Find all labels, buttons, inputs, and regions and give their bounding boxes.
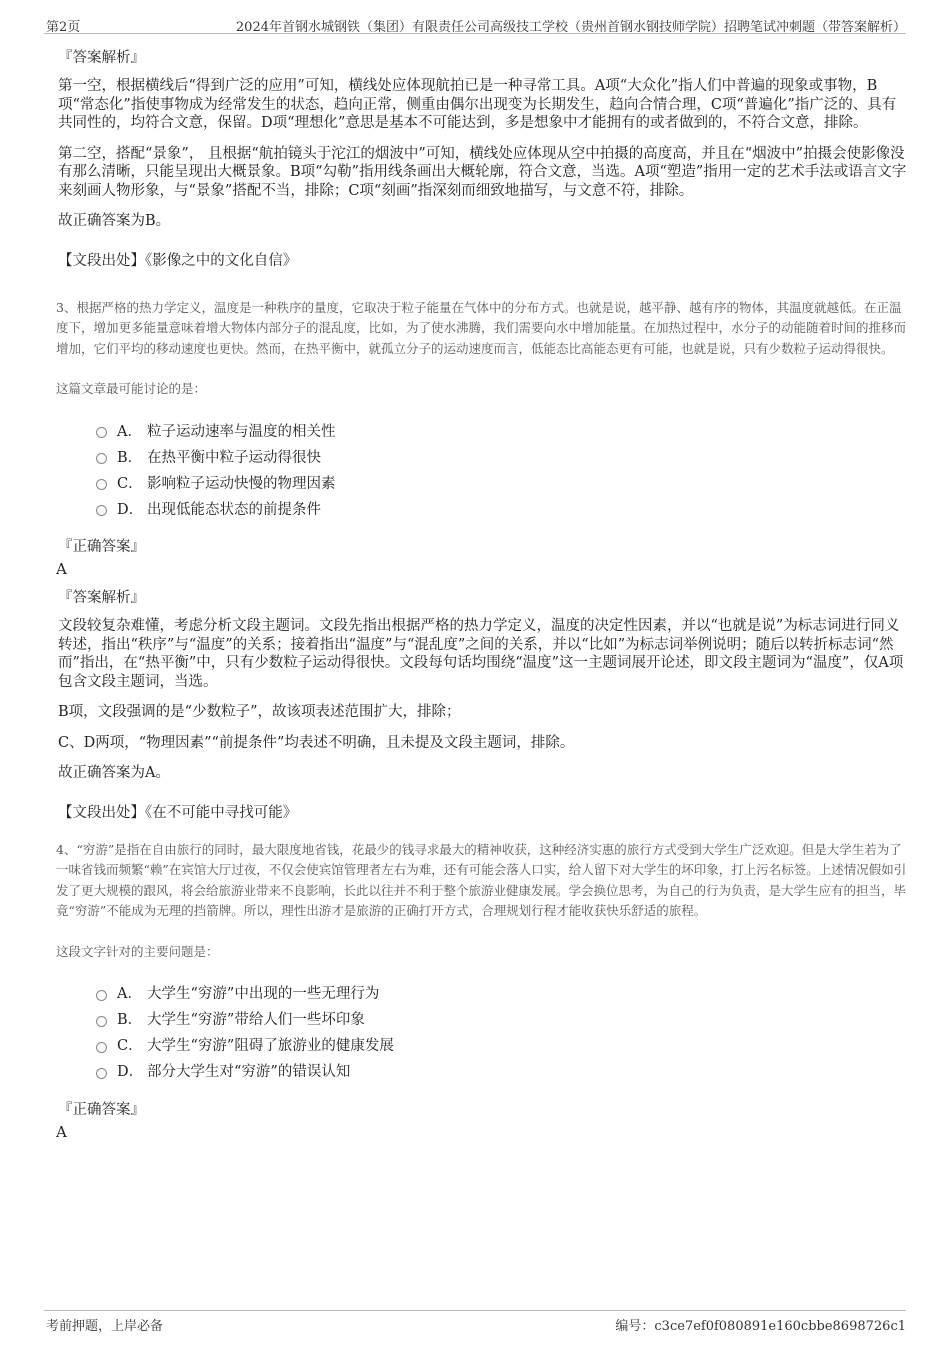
q3-answer-label: 『正确答案』 (58, 539, 145, 555)
q4-option-a[interactable] (96, 980, 910, 1006)
q2-analysis-paragraph: 第一空，根据横线后“得到广泛的应用”可知，横线处应体现航拍已是一种寻常工具。A项“大众化”指人们中普遍的现象或事物，B项“常态化”指使事物成为经常发生的状态，趋向正常，侧重由偶尔出现变为长期发生，趋向合情合理，C项“普遍化”指广泛的、具有共同性的，均符合文意，保留。D项“理想化”意思是基本不可能达到，多是想象中才能拥有的或者做到的，不符合文意，排除。 (58, 78, 897, 131)
page-header (44, 14, 906, 34)
footer-slogan: 考前押题，上岸必备 (46, 1319, 164, 1334)
option-text: 大学生“穷游”阻碍了旅游业的健康发展 (147, 1038, 394, 1054)
q3-option-d[interactable] (96, 495, 910, 521)
radio-icon[interactable] (96, 427, 107, 438)
q3-analysis-label: 『答案解析』 (58, 590, 145, 606)
q2-analysis-label: 『答案解析』 (58, 50, 145, 66)
q3-option-a[interactable] (96, 417, 910, 443)
q4-answer: A (56, 1122, 67, 1141)
q3-answer: A (56, 560, 67, 578)
radio-icon[interactable] (96, 505, 107, 516)
q3-source: 【文段出处】《在不可能中寻找可能》 (58, 804, 298, 821)
option-letter: C． (117, 1038, 143, 1054)
option-text: 大学生“穷游”中出现的一些无理行为 (147, 986, 380, 1002)
q4-answer-label: 『正确答案』 (58, 1101, 145, 1118)
option-text: 影响粒子运动快慢的物理因素 (147, 475, 336, 492)
footer-serial: 编号：c3ce7ef0f080891e160cbbe8698726c1 (615, 1319, 906, 1334)
q3-question-text: 3、根据严格的热力学定义，温度是一种秩序的量度，它取决于粒子能量在气体中的分布方式。也就是说，越平静、越有序的物体，其温度就越低。在正温度下，增加更多能量意味着增大物体内部分子的混乱度，比如，为了使水沸腾，我们需要向水中增加能量。在加热过程中，水分子的动能随着时间的推移而增加，它们平均的移动速度也更快。然而，在热平衡中，就孤立分子的运动速度而言，低能态比高能态更有可能，也就是说，只有少数粒子运动得很快。 (56, 299, 907, 356)
radio-icon[interactable] (96, 1016, 107, 1027)
q3-analysis-paragraph: 故正确答案为A。 (58, 765, 170, 781)
radio-icon[interactable] (96, 479, 107, 490)
q2-analysis-paragraph: 故正确答案为B。 (58, 213, 171, 229)
q4-prompt: 这段文字针对的主要问题是： (56, 943, 219, 959)
option-letter: C． (117, 475, 143, 492)
page-footer (44, 1310, 906, 1334)
q4-question-text: 4、“穷游”是指在自由旅行的同时，最大限度地省钱，花最少的钱寻求最大的精神收获，这种经济实惠的旅行方式受到大学生广泛欢迎。但是大学生若为了一味省钱而频繁“赖”在宾馆大厅过夜，不仅会使宾馆管理者左右为难，还有可能会落人口实，给人留下对大学生的坏印象，打上污名标签。上述情况假如引发了更大规模的跟风，将会给旅游业带来不良影响，长此以往并不利于整个旅游业健康发展。学会换位思考，为自己的行为负责，是大学生应有的担当，毕竟“穷游”不能成为无理的挡箭牌。所以，理性出游才是旅游的正确打开方式，合理规划行程才能收获快乐舒适的旅程。 (56, 841, 907, 918)
option-letter: B． (117, 449, 143, 466)
option-letter: B． (117, 1012, 143, 1028)
option-text: 出现低能态状态的前提条件 (147, 501, 321, 518)
q3-analysis-paragraph: C、D两项，“物理因素”“前提条件”均表述不明确，且未提及文段主题词，排除。 (58, 734, 575, 751)
q3-option-b[interactable] (96, 443, 910, 469)
radio-icon[interactable] (96, 1042, 107, 1053)
option-letter: A． (117, 986, 142, 1002)
radio-icon[interactable] (96, 990, 107, 1001)
q3-options (96, 417, 910, 521)
option-letter: D． (117, 1064, 144, 1080)
q2-analysis-paragraph: 第二空，搭配“景象”， 且根据“航拍镜头于沱江的烟波中”可知，横线处应体现从空中拍摄的高度高，并且在“烟波中”拍摄会使影像没有那么清晰，只能呈现出大概景象。B项“勾勒”指用线条画出大概轮廓，符合文意，当选。A项“塑造”指用一定的艺术手法或语言文字来刻画人物形象，与“景象”搭配不当，排除；C项“刻画”指深刻而细致地描写，与文意不符，排除。 (58, 145, 907, 199)
q3-prompt: 这篇文章最可能讨论的是： (56, 381, 207, 396)
option-letter: A． (117, 423, 142, 440)
q4-options (96, 980, 910, 1084)
option-letter: D． (117, 501, 144, 518)
q3-option-c[interactable] (96, 469, 910, 495)
q3-analysis-paragraph: 文段较复杂难懂，考虑分析文段主题词。文段先指出根据严格的热力学定义，温度的决定性因素，并以“也就是说”为标志词进行同义转述，指出“秩序”与“温度”的关系；接着指出“温度”与“混乱度”之间的关系，并以“比如”为标志词举例说明；随后以转折标志词“然而”指出，在“热平衡”中，只有少数粒子运动得很快。文段每句话均围绕“温度”这一主题词展开论述，即文段主题词为“温度”，仅A项包含文段主题词，当选。 (58, 618, 904, 690)
q4-option-b[interactable] (96, 1006, 910, 1032)
option-text: 部分大学生对“穷游”的错误认知 (147, 1064, 351, 1080)
q4-option-c[interactable] (96, 1032, 910, 1058)
option-text: 在热平衡中粒子运动得很快 (147, 449, 321, 466)
radio-icon[interactable] (96, 453, 107, 464)
q2-source: 【文段出处】《影像之中的文化自信》 (58, 252, 298, 269)
page-number: 第2页 (46, 20, 81, 35)
option-text: 粒子运动速率与温度的相关性 (147, 423, 336, 440)
option-text: 大学生“穷游”带给人们一些坏印象 (147, 1012, 365, 1028)
document-title: 2024年首钢水城钢铁（集团）有限责任公司高级技工学校（贵州首钢水钢技师学院）招聘笔试冲刺题（带答案解析） (235, 20, 906, 35)
q3-analysis-paragraph: B项，文段强调的是“少数粒子”，故该项表述范围扩大，排除； (58, 704, 461, 720)
q4-option-d[interactable] (96, 1058, 910, 1084)
radio-icon[interactable] (96, 1068, 107, 1079)
page-content (56, 40, 910, 1149)
